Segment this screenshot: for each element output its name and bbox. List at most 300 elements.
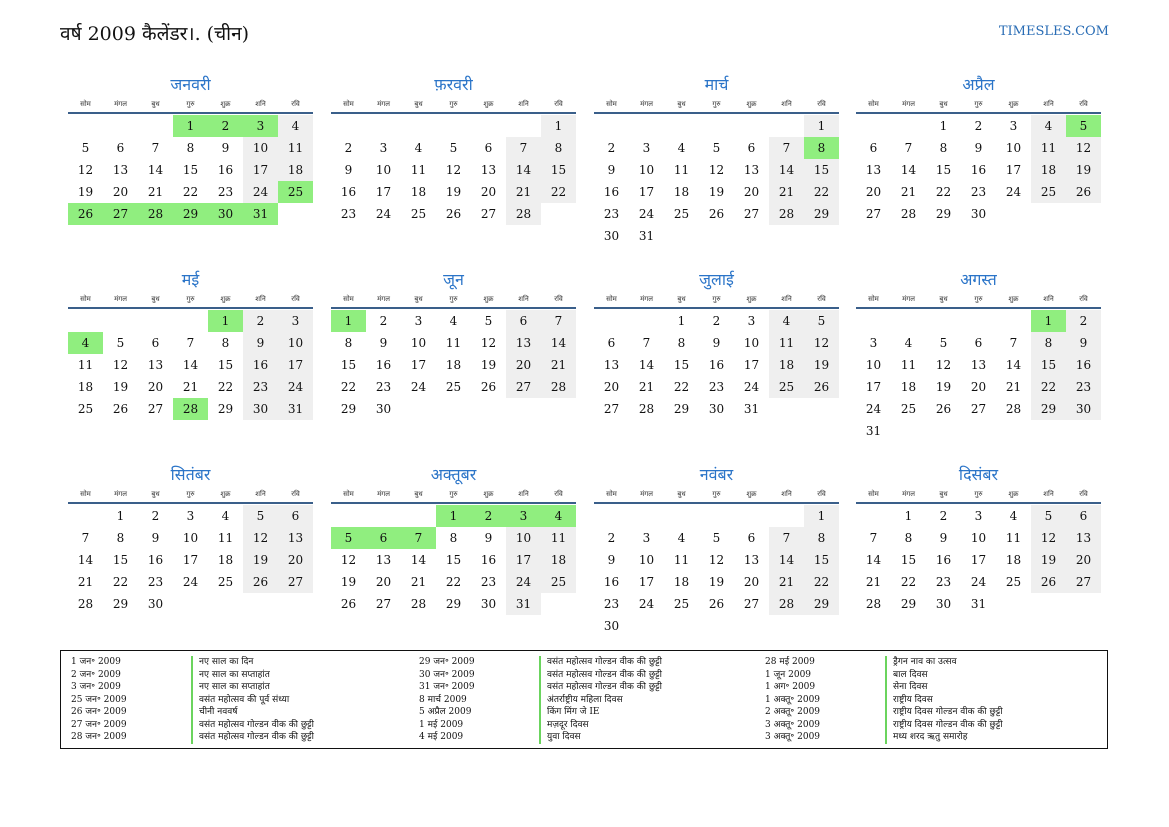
day-cell: 4 — [278, 115, 313, 137]
day-cell: 18 — [1005, 553, 1022, 567]
day-cell: 24 — [1005, 185, 1022, 199]
day-cell: 14 — [506, 159, 541, 181]
legend-date: 1 मई 2009 — [419, 719, 464, 730]
day-cell: 25 — [541, 571, 576, 593]
day-cell: 21 — [147, 185, 164, 199]
day-cell: 10 — [638, 163, 655, 177]
day-cell: 29 — [340, 402, 357, 416]
day-cell: 17 — [970, 553, 987, 567]
empty-cell — [68, 505, 103, 527]
day-cell: 5 — [81, 141, 90, 155]
empty-cell — [699, 115, 734, 137]
empty-cell — [856, 505, 891, 527]
weekday-label: शुक्र — [746, 100, 757, 108]
day-cell: 7 — [541, 310, 576, 332]
empty-cell — [331, 115, 366, 137]
weekday-label: शनि — [781, 100, 792, 108]
day-cell: 17 — [865, 380, 882, 394]
weekday-label: बुध — [151, 295, 160, 303]
holiday-day-cell: 28 — [173, 398, 208, 420]
weekday-label: सोम — [606, 100, 617, 108]
legend-holiday-name: किंग मिंग जे IE — [539, 706, 757, 719]
legend-row — [71, 706, 409, 719]
empty-cell — [629, 310, 664, 332]
legend-date: 26 जन॰ 2009 — [71, 707, 127, 717]
day-cell: 19 — [77, 185, 94, 199]
day-cell: 6 — [151, 336, 160, 350]
holiday-day-cell: 3 — [506, 505, 541, 527]
day-cell: 6 — [607, 336, 616, 350]
day-cell: 19 — [1031, 549, 1066, 571]
day-cell: 22 — [935, 185, 952, 199]
day-cell: 14 — [541, 332, 576, 354]
day-grid — [594, 309, 839, 420]
day-cell: 20 — [743, 575, 760, 589]
empty-cell — [926, 310, 961, 332]
day-cell: 23 — [243, 376, 278, 398]
day-cell: 2 — [1066, 310, 1101, 332]
day-cell: 30 — [375, 402, 392, 416]
month-name: जून — [443, 270, 464, 289]
day-cell: 25 — [769, 376, 804, 398]
legend-row — [419, 656, 757, 669]
weekday-label: बुध — [677, 100, 686, 108]
month-block — [856, 72, 1101, 225]
legend-row — [71, 669, 409, 682]
day-cell: 5 — [116, 336, 125, 350]
weekday-label: शनि — [518, 100, 529, 108]
day-cell: 30 — [480, 597, 497, 611]
legend-holiday-name: वसंत महोत्सव गोल्डन वीक की छुट्टी — [539, 669, 757, 682]
day-cell: 3 — [642, 141, 651, 155]
holiday-day-cell: 1 — [1031, 310, 1066, 332]
month-block — [594, 72, 839, 247]
legend-date: 30 जन॰ 2009 — [419, 669, 475, 680]
month-name: दिसंबर — [958, 465, 999, 484]
day-cell: 9 — [221, 141, 230, 155]
weekday-label: सोम — [868, 100, 879, 108]
day-cell: 21 — [865, 575, 882, 589]
day-cell: 30 — [603, 229, 620, 243]
empty-cell — [699, 505, 734, 527]
holiday-legend — [60, 650, 1108, 749]
day-cell: 24 — [865, 402, 882, 416]
day-cell: 14 — [638, 358, 655, 372]
holiday-day-cell: 25 — [278, 181, 313, 203]
day-cell: 16 — [603, 575, 620, 589]
month-block — [331, 267, 576, 420]
day-cell: 12 — [480, 336, 497, 350]
day-cell: 20 — [743, 185, 760, 199]
day-cell: 5 — [484, 314, 493, 328]
day-cell: 24 — [638, 207, 655, 221]
legend-row — [419, 681, 757, 694]
month-name: जनवरी — [170, 75, 211, 94]
day-cell: 30 — [970, 207, 987, 221]
day-cell: 9 — [344, 163, 353, 177]
day-cell: 1 — [116, 509, 125, 523]
day-cell: 17 — [1005, 163, 1022, 177]
weekday-label: शनि — [781, 490, 792, 498]
weekday-header — [594, 293, 839, 309]
day-cell: 26 — [340, 597, 357, 611]
day-cell: 11 — [77, 358, 94, 372]
day-cell: 6 — [116, 141, 125, 155]
legend-holiday-name: नए साल का दिन — [191, 656, 409, 669]
day-cell: 15 — [804, 549, 839, 571]
weekday-label: मंगल — [114, 490, 127, 498]
legend-date: 3 अक्तू॰ 2009 — [765, 732, 821, 742]
legend-date: 1 अग॰ 2009 — [765, 682, 816, 692]
weekday-header — [856, 293, 1101, 309]
day-cell: 25 — [217, 575, 234, 589]
empty-cell — [366, 115, 401, 137]
day-cell: 28 — [541, 376, 576, 398]
day-cell: 3 — [747, 314, 756, 328]
day-cell: 12 — [708, 553, 725, 567]
empty-cell — [436, 115, 471, 137]
day-cell: 3 — [186, 509, 195, 523]
weekday-label: सोम — [868, 490, 879, 498]
day-cell: 29 — [217, 402, 234, 416]
empty-cell — [138, 115, 173, 137]
day-cell: 23 — [935, 575, 952, 589]
empty-cell — [734, 505, 769, 527]
day-cell: 8 — [221, 336, 230, 350]
day-cell: 31 — [865, 424, 882, 438]
day-cell: 28 — [1005, 402, 1022, 416]
day-cell: 11 — [217, 531, 234, 545]
day-cell: 25 — [673, 207, 690, 221]
day-cell: 13 — [603, 358, 620, 372]
legend-row — [765, 719, 1103, 732]
day-cell: 13 — [480, 163, 497, 177]
empty-cell — [629, 115, 664, 137]
month-name: मई — [181, 270, 200, 289]
day-cell: 11 — [673, 163, 690, 177]
day-cell: 7 — [904, 141, 913, 155]
day-cell: 5 — [449, 141, 458, 155]
day-cell: 24 — [182, 575, 199, 589]
weekday-label: शुक्र — [1008, 490, 1019, 498]
weekday-label: शुक्र — [220, 100, 231, 108]
empty-cell — [856, 310, 891, 332]
weekday-label: गुरु — [186, 490, 195, 498]
holiday-day-cell: 1 — [208, 310, 243, 332]
empty-cell — [891, 115, 926, 137]
day-cell: 7 — [1009, 336, 1018, 350]
day-cell: 26 — [243, 571, 278, 593]
day-cell: 15 — [541, 159, 576, 181]
legend-holiday-name: वसंत महोत्सव की पूर्व संध्या — [191, 694, 409, 707]
day-cell: 14 — [182, 358, 199, 372]
legend-row — [765, 669, 1103, 682]
day-cell: 8 — [939, 141, 948, 155]
weekday-label: मंगल — [640, 100, 653, 108]
day-cell: 21 — [900, 185, 917, 199]
weekday-label: शनि — [781, 295, 792, 303]
day-cell: 29 — [804, 203, 839, 225]
weekday-label: सोम — [80, 100, 91, 108]
day-cell: 16 — [147, 553, 164, 567]
day-cell: 26 — [708, 207, 725, 221]
day-cell: 6 — [974, 336, 983, 350]
empty-cell — [629, 505, 664, 527]
day-cell: 8 — [1031, 332, 1066, 354]
day-cell: 2 — [243, 310, 278, 332]
day-cell: 21 — [506, 181, 541, 203]
day-cell: 21 — [769, 571, 804, 593]
day-cell: 21 — [1005, 380, 1022, 394]
day-cell: 17 — [410, 358, 427, 372]
day-cell: 11 — [445, 336, 462, 350]
day-cell: 17 — [182, 553, 199, 567]
day-cell: 16 — [243, 354, 278, 376]
day-cell: 27 — [506, 376, 541, 398]
day-cell: 25 — [445, 380, 462, 394]
holiday-day-cell: 4 — [541, 505, 576, 527]
day-cell: 10 — [182, 531, 199, 545]
empty-cell — [594, 310, 629, 332]
day-cell: 16 — [708, 358, 725, 372]
day-cell: 8 — [449, 531, 458, 545]
day-cell: 1 — [804, 115, 839, 137]
day-cell: 28 — [769, 593, 804, 615]
weekday-label: बुध — [939, 490, 948, 498]
day-cell: 6 — [747, 531, 756, 545]
day-cell: 15 — [900, 553, 917, 567]
weekday-label: रवि — [817, 490, 826, 498]
weekday-label: बुध — [414, 490, 423, 498]
legend-date: 2 जन॰ 2009 — [71, 669, 121, 680]
day-cell: 1 — [804, 505, 839, 527]
day-cell: 11 — [1005, 531, 1022, 545]
legend-date: 8 मार्च 2009 — [419, 694, 467, 705]
weekday-label: गुरु — [974, 490, 983, 498]
day-cell: 31 — [278, 398, 313, 420]
day-cell: 11 — [541, 527, 576, 549]
legend-holiday-name: वसंत महोत्सव गोल्डन वीक की छुट्टी — [539, 656, 757, 669]
day-cell: 2 — [151, 509, 160, 523]
legend-holiday-name: ड्रैगन नाव का उत्सव — [885, 656, 1103, 669]
day-cell: 1 — [904, 509, 913, 523]
day-cell: 16 — [217, 163, 234, 177]
day-cell: 2 — [607, 141, 616, 155]
legend-date: 28 मई 2009 — [765, 657, 815, 667]
weekday-label: गुरु — [186, 295, 195, 303]
weekday-label: रवि — [1079, 490, 1088, 498]
day-cell: 18 — [673, 185, 690, 199]
legend-holiday-name: वसंत महोत्सव गोल्डन वीक की छुट्टी — [539, 681, 757, 694]
day-grid — [68, 114, 313, 225]
day-cell: 14 — [1005, 358, 1022, 372]
day-cell: 1 — [677, 314, 686, 328]
day-cell: 4 — [904, 336, 913, 350]
day-cell: 31 — [506, 593, 541, 615]
day-cell: 23 — [708, 380, 725, 394]
day-cell: 17 — [638, 575, 655, 589]
weekday-label: बुध — [677, 490, 686, 498]
day-cell: 8 — [116, 531, 125, 545]
day-cell: 29 — [935, 207, 952, 221]
legend-holiday-name: राष्ट्रीय दिवस गोल्डन वीक की छुट्टी — [885, 706, 1103, 719]
day-cell: 7 — [151, 141, 160, 155]
day-grid — [331, 309, 576, 420]
weekday-label: बुध — [677, 295, 686, 303]
day-cell: 3 — [869, 336, 878, 350]
day-cell: 12 — [243, 527, 278, 549]
day-cell: 28 — [410, 597, 427, 611]
month-name: फ़रवरी — [434, 75, 473, 94]
legend-date: 1 जन॰ 2009 — [71, 657, 121, 667]
month-name: अप्रैल — [962, 75, 995, 94]
day-cell: 28 — [77, 597, 94, 611]
legend-row — [765, 681, 1103, 694]
legend-row — [71, 681, 409, 694]
day-cell: 3 — [379, 141, 388, 155]
day-grid — [856, 504, 1101, 615]
empty-cell — [366, 505, 401, 527]
day-cell: 23 — [480, 575, 497, 589]
day-cell: 26 — [445, 207, 462, 221]
day-cell: 10 — [743, 336, 760, 350]
legend-row — [765, 694, 1103, 707]
holiday-day-cell: 27 — [103, 203, 138, 225]
holiday-day-cell: 28 — [138, 203, 173, 225]
legend-date: 31 जन॰ 2009 — [419, 682, 475, 692]
day-cell: 19 — [708, 185, 725, 199]
day-cell: 4 — [769, 310, 804, 332]
day-cell: 20 — [278, 549, 313, 571]
day-cell: 17 — [375, 185, 392, 199]
weekday-label: शुक्र — [746, 295, 757, 303]
day-cell: 17 — [743, 358, 760, 372]
day-cell: 20 — [603, 380, 620, 394]
holiday-day-cell: 30 — [208, 203, 243, 225]
day-cell: 18 — [445, 358, 462, 372]
legend-row — [765, 731, 1103, 744]
day-cell: 21 — [410, 575, 427, 589]
empty-cell — [103, 115, 138, 137]
day-grid — [68, 309, 313, 420]
day-cell: 27 — [278, 571, 313, 593]
empty-cell — [769, 115, 804, 137]
day-cell: 27 — [1066, 571, 1101, 593]
day-cell: 11 — [1031, 137, 1066, 159]
day-cell: 24 — [638, 597, 655, 611]
day-cell: 22 — [445, 575, 462, 589]
day-cell: 30 — [935, 597, 952, 611]
month-block — [594, 462, 839, 637]
day-cell: 26 — [1066, 181, 1101, 203]
day-grid — [594, 504, 839, 637]
empty-cell — [68, 115, 103, 137]
weekday-label: शनि — [518, 490, 529, 498]
day-cell: 3 — [642, 531, 651, 545]
empty-cell — [734, 115, 769, 137]
day-cell: 16 — [340, 185, 357, 199]
empty-cell — [471, 115, 506, 137]
day-cell: 11 — [769, 332, 804, 354]
day-cell: 23 — [217, 185, 234, 199]
day-cell: 9 — [1066, 332, 1101, 354]
weekday-label: शुक्र — [483, 295, 494, 303]
day-cell: 4 — [1009, 509, 1018, 523]
holiday-day-cell: 5 — [1066, 115, 1101, 137]
day-cell: 25 — [673, 597, 690, 611]
month-name: सितंबर — [170, 465, 211, 484]
day-cell: 15 — [935, 163, 952, 177]
weekday-label: सोम — [80, 490, 91, 498]
day-cell: 18 — [410, 185, 427, 199]
day-cell: 13 — [743, 553, 760, 567]
day-cell: 15 — [804, 159, 839, 181]
day-cell: 11 — [410, 163, 427, 177]
day-cell: 20 — [147, 380, 164, 394]
day-cell: 2 — [939, 509, 948, 523]
weekday-label: सोम — [606, 295, 617, 303]
day-cell: 21 — [769, 181, 804, 203]
legend-row — [765, 656, 1103, 669]
day-cell: 27 — [480, 207, 497, 221]
legend-date: 1 अक्तू॰ 2009 — [765, 694, 821, 705]
day-cell: 27 — [375, 597, 392, 611]
day-cell: 16 — [935, 553, 952, 567]
weekday-label: सोम — [343, 490, 354, 498]
day-cell: 12 — [708, 163, 725, 177]
day-cell: 26 — [480, 380, 497, 394]
day-cell: 27 — [865, 207, 882, 221]
day-cell: 22 — [900, 575, 917, 589]
day-cell: 1 — [541, 115, 576, 137]
legend-holiday-name: सेना दिवस — [885, 681, 1103, 694]
holiday-day-cell: 29 — [173, 203, 208, 225]
weekday-label: मंगल — [902, 295, 915, 303]
empty-cell — [68, 310, 103, 332]
holiday-day-cell: 7 — [401, 527, 436, 549]
day-cell: 13 — [865, 163, 882, 177]
day-cell: 16 — [375, 358, 392, 372]
weekday-label: शनि — [1043, 100, 1054, 108]
day-cell: 9 — [712, 336, 721, 350]
day-cell: 31 — [743, 402, 760, 416]
month-name: अक्तूबर — [430, 465, 477, 484]
day-cell: 14 — [410, 553, 427, 567]
empty-cell — [506, 115, 541, 137]
day-cell: 11 — [278, 137, 313, 159]
weekday-label: गुरु — [449, 295, 458, 303]
day-cell: 12 — [804, 332, 839, 354]
weekday-header — [331, 488, 576, 504]
month-block — [68, 462, 313, 615]
day-cell: 27 — [743, 597, 760, 611]
month-name: नवंबर — [699, 465, 734, 484]
day-cell: 21 — [182, 380, 199, 394]
month-block — [594, 267, 839, 420]
day-cell: 21 — [541, 354, 576, 376]
day-cell: 22 — [112, 575, 129, 589]
legend-row — [71, 656, 409, 669]
weekday-label: रवि — [554, 100, 563, 108]
legend-holiday-name: वसंत महोत्सव गोल्डन वीक की छुट्टी — [191, 731, 409, 744]
weekday-label: बुध — [939, 295, 948, 303]
day-cell: 17 — [638, 185, 655, 199]
day-cell: 19 — [112, 380, 129, 394]
weekday-label: शनि — [518, 295, 529, 303]
site-link[interactable]: TIMESLES.COM — [998, 24, 1109, 39]
month-block — [331, 462, 576, 615]
weekday-label: बुध — [151, 100, 160, 108]
